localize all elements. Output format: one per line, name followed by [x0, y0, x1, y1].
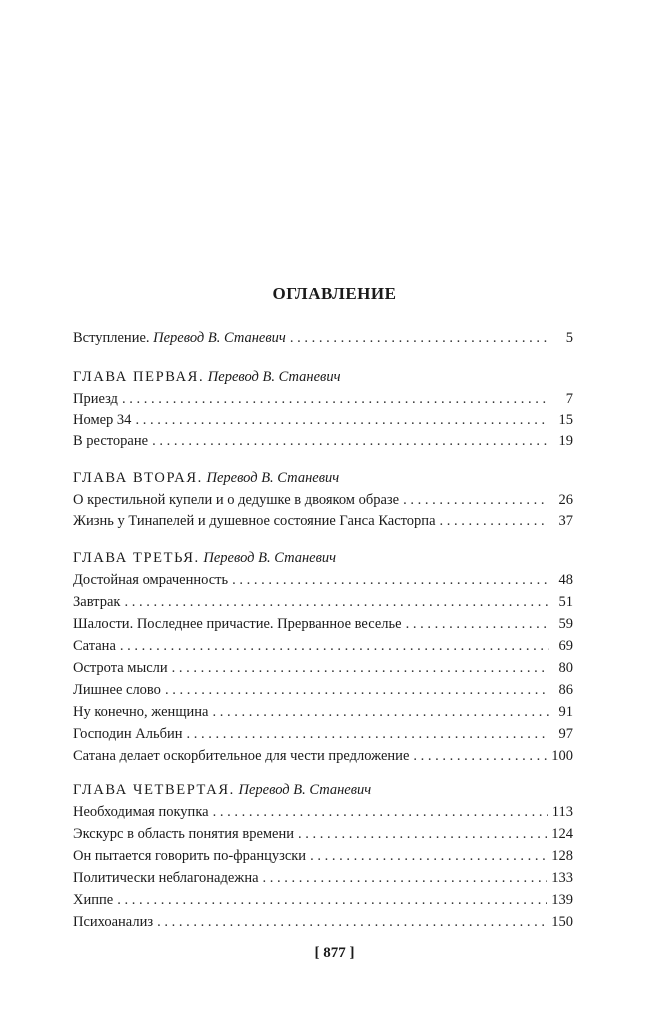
- entry-page: 15: [558, 412, 573, 428]
- dot-leader: [213, 802, 548, 822]
- toc-entry: [73, 431, 573, 451]
- toc-entry: [73, 890, 573, 910]
- entry-page: 86: [558, 682, 573, 698]
- entry-page: 5: [565, 330, 573, 346]
- entry-page: 113: [551, 804, 573, 820]
- toc-entry: [73, 746, 573, 766]
- entry-page: 7: [565, 391, 573, 407]
- entry-title: Шалости. Последнее причастие. Прерванное веселье: [73, 616, 402, 632]
- chapter-translator: Перевод В. Станевич: [238, 782, 372, 798]
- toc-entry: [73, 389, 573, 409]
- dot-leader: [135, 410, 549, 430]
- dot-leader: [172, 658, 549, 678]
- entry-title: Завтрак: [73, 594, 121, 610]
- entry-title: О крестильной купели и о дедушке в двояком образе: [73, 492, 400, 508]
- entry-title: Жизнь у Тинапелей и душевное состояние Ганса Касторпа: [73, 513, 436, 529]
- chapter-translator: Перевод В. Станевич: [203, 550, 337, 566]
- entry-page: 80: [558, 660, 573, 676]
- page-title: ОГЛАВЛЕНИЕ: [272, 284, 397, 303]
- toc-entry: [73, 592, 573, 612]
- dot-leader: [187, 724, 550, 744]
- dot-leader: [298, 824, 547, 844]
- entry-translator: Перевод В. Станевич: [153, 330, 286, 346]
- entry-title: Приезд: [73, 391, 118, 407]
- chapter-heading: [73, 780, 573, 800]
- chapter-heading: [73, 367, 573, 387]
- entry-title: Сатана делает оскорбительное для чести предложение: [73, 748, 410, 764]
- dot-leader: [165, 680, 549, 700]
- entry-title: Номер 34: [73, 412, 132, 428]
- chapter-translator: Перевод В. Станевич: [207, 369, 341, 385]
- entry-page: 128: [551, 848, 573, 864]
- entry-page: 150: [551, 914, 573, 930]
- chapter-heading: [73, 468, 573, 488]
- toc-entry: [73, 868, 573, 888]
- toc-entry: [73, 802, 573, 822]
- entry-page: 133: [551, 870, 573, 886]
- dot-leader: [403, 490, 549, 510]
- entry-title: Вступление.: [73, 330, 150, 346]
- entry-title: В ресторане: [73, 433, 149, 449]
- entry-page: 48: [558, 572, 573, 588]
- dot-leader: [263, 868, 548, 888]
- dot-leader: [232, 570, 549, 590]
- toc-entry: [73, 912, 573, 932]
- entry-title: Политически неблагонадежна: [73, 870, 259, 886]
- entry-page: 91: [558, 704, 573, 720]
- dot-leader: [120, 636, 549, 656]
- dot-leader: [290, 328, 549, 348]
- entry-title: Психоанализ: [73, 914, 154, 930]
- toc-entry: [73, 824, 573, 844]
- entry-page: 97: [558, 726, 573, 742]
- chapter-name: ГЛАВА ВТОРАЯ.: [73, 470, 203, 486]
- entry-page: 124: [551, 826, 573, 842]
- dot-leader: [406, 614, 549, 634]
- chapter-heading: [73, 548, 573, 568]
- entry-page: 51: [558, 594, 573, 610]
- toc-entry-intro: [73, 328, 573, 348]
- toc-entry: [73, 724, 573, 744]
- toc-entry: [73, 410, 573, 430]
- entry-page: 59: [558, 616, 573, 632]
- toc-entry: [73, 636, 573, 656]
- page-number: [ 877 ]: [314, 945, 355, 961]
- chapter-translator: Перевод В. Станевич: [206, 470, 340, 486]
- toc-entry: [73, 702, 573, 722]
- toc-entry: [73, 846, 573, 866]
- toc-entry: [73, 570, 573, 590]
- entry-title: Экскурс в область понятия времени: [73, 826, 295, 842]
- entry-title: Сатана: [73, 638, 116, 654]
- toc-entry: [73, 680, 573, 700]
- toc-entry: [73, 614, 573, 634]
- dot-leader: [212, 702, 549, 722]
- chapter-name: ГЛАВА ЧЕТВЕРТАЯ.: [73, 782, 235, 798]
- entry-page: 26: [558, 492, 573, 508]
- entry-page: 69: [558, 638, 573, 654]
- chapter-name: ГЛАВА ТРЕТЬЯ.: [73, 550, 200, 566]
- dot-leader: [124, 592, 549, 612]
- dot-leader: [152, 431, 549, 451]
- entry-page: 139: [551, 892, 573, 908]
- entry-title: Хиппе: [73, 892, 114, 908]
- entry-page: 19: [558, 433, 573, 449]
- dot-leader: [413, 746, 547, 766]
- chapter-name: ГЛАВА ПЕРВАЯ.: [73, 369, 205, 385]
- entry-page: 37: [558, 513, 573, 529]
- entry-title: Необходимая покупка: [73, 804, 209, 820]
- entry-title: Острота мысли: [73, 660, 168, 676]
- dot-leader: [310, 846, 547, 866]
- entry-title: Он пытается говорить по-французски: [73, 848, 307, 864]
- dot-leader: [122, 389, 549, 409]
- dot-leader: [440, 511, 549, 531]
- toc-entry: [73, 490, 573, 510]
- entry-page: 100: [551, 748, 573, 764]
- entry-title: Достойная омраченность: [73, 572, 229, 588]
- dot-leader: [117, 890, 547, 910]
- toc-entry: [73, 658, 573, 678]
- entry-title: Господин Альбин: [73, 726, 183, 742]
- entry-title: Ну конечно, женщина: [73, 704, 209, 720]
- entry-title: Лишнее слово: [73, 682, 161, 698]
- dot-leader: [157, 912, 547, 932]
- toc-entry: [73, 511, 573, 531]
